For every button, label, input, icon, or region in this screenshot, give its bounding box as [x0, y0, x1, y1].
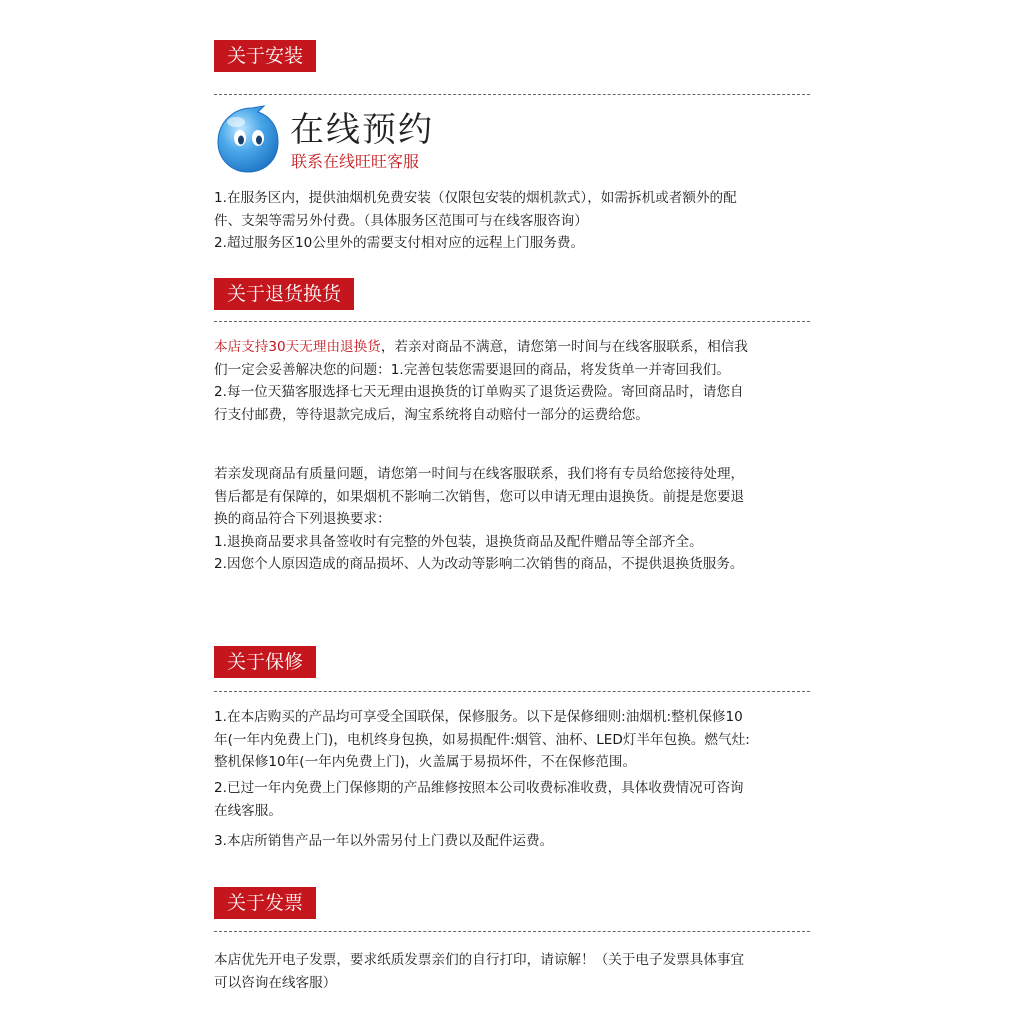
warranty-item-1-line-1: 1.在本店购买的产品均可享受全国联保，保修服务。以下是保修细则:油烟机:整机保修10: [214, 709, 743, 725]
invoice-line-1: 本店优先开电子发票，要求纸质发票亲们的自行打印，请谅解！（关于电子发票具体事宜: [214, 952, 745, 968]
returns-line-1-rest: ，若亲对商品不满意，请您第一时间与在线客服联系，相信我: [380, 339, 748, 355]
booking-title[interactable]: 在线预约: [290, 110, 434, 150]
install-line-2: 件、支架等需另外付费。（具体服务区范围可与在线客服咨询）: [214, 212, 588, 229]
returns-line-4: 行支付邮费，等待退款完成后，淘宝系统将自动赔付一部分的运费给您。: [214, 406, 649, 423]
warranty-section-header: 关于保修: [214, 646, 316, 678]
warranty-item-3: [214, 830, 814, 853]
invoice-divider: [214, 931, 810, 932]
install-line-3: 2.超过服务区10公里外的需要支付相对应的远程上门服务费。: [214, 235, 585, 251]
install-line-1: 1.在服务区内，提供油烟机免费安装（仅限包安装的烟机款式），如需拆机或者额外的配: [214, 190, 737, 206]
warranty-item-2: [214, 777, 814, 822]
returns-text: [214, 336, 814, 426]
quality-line-2: 售后都是有保障的，如果烟机不影响二次销售，您可以申请无理由退换货。前提是您要退: [214, 488, 745, 505]
invoice-line-2: 可以咨询在线客服）: [214, 974, 337, 991]
quality-line-3: 换的商品符合下列退换要求：: [214, 511, 391, 527]
wangwang-icon[interactable]: [212, 104, 282, 176]
warranty-item-2-line-1: 2.已过一年内免费上门保修期的产品维修按照本公司收费标准收费，具体收费情况可咨询: [214, 780, 744, 796]
quality-text: [214, 463, 814, 576]
install-text: [214, 187, 814, 255]
returns-line-1: [214, 336, 814, 359]
invoice-text: [214, 949, 814, 994]
quality-line-1: 若亲发现商品有质量问题，请您第一时间与在线客服联系，我们将有专员给您接待处理，: [214, 466, 745, 482]
quality-line-4: 1.退换商品要求具备签收时有完整的外包装，退换货商品及配件赠品等全部齐全。: [214, 533, 703, 550]
returns-line-2: 们一定会妥善解决您的问题：1.完善包装您需要退回的商品，将发货单一并寄回我们。: [214, 361, 730, 378]
warranty-item-1-line-2: 年(一年内免费上门)，电机终身包换，如易损配件:烟管、油杯、LED灯半年包换。燃气灶:: [214, 731, 750, 748]
invoice-section-header: 关于发票: [214, 887, 316, 919]
warranty-item-3-line-1: 3.本店所销售产品一年以外需另付上门费以及配件运费。: [214, 833, 554, 849]
returns-line-3: 2.每一位天猫客服选择七天无理由退换货的订单购买了退货运费险。寄回商品时，请您自: [214, 384, 744, 400]
warranty-divider: [214, 691, 810, 692]
returns-highlight: 本店支持30天无理由退换货: [214, 339, 381, 355]
returns-section-header: 关于退货换货: [214, 278, 354, 310]
warranty-item-1: [214, 706, 814, 774]
booking-subtitle[interactable]: 联系在线旺旺客服: [291, 152, 420, 171]
install-divider: [214, 94, 810, 95]
install-section-header: 关于安装: [214, 40, 316, 72]
quality-line-5: 2.因您个人原因造成的商品损坏、人为改动等影响二次销售的商品，不提供退换货服务。: [214, 556, 744, 572]
warranty-item-2-line-2: 在线客服。: [214, 802, 282, 819]
warranty-item-1-line-3: 整机保修10年(一年内免费上门)，火盖属于易损坏件，不在保修范围。: [214, 754, 637, 770]
returns-divider: [214, 321, 810, 322]
